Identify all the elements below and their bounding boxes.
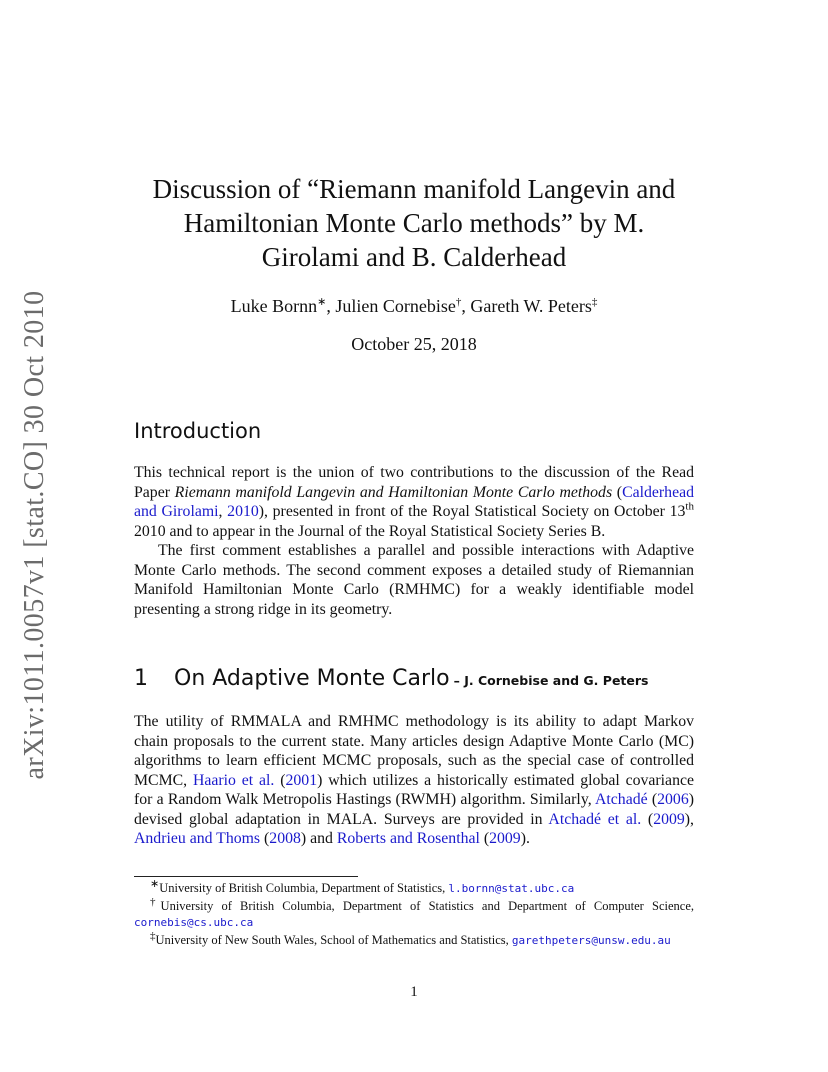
citation-link[interactable]: Roberts and Rosenthal xyxy=(336,830,480,847)
paper-title xyxy=(120,172,708,274)
intro-paragraph-2: The first comment establishes a parallel and possible interactions with Adaptive Monte Carlo methods. The second comment exposes a detailed study of Riemannian Manifold Hamiltonian Monte Carlo (RMHMC) for a weakly identifiable model presenting a strong ridge in its geometry. xyxy=(134,542,694,618)
citation-year-link[interactable]: 2006 xyxy=(657,791,689,808)
citation-link[interactable]: Atchadé et al. xyxy=(548,810,642,828)
page-number: 1 xyxy=(410,984,418,1000)
footnote-divider xyxy=(134,876,358,877)
intro-body xyxy=(134,463,694,619)
intro-paragraph-1: This technical report is the union of two contributions to the discussion of the Read Paper Riemann manifold Langevin and Hamiltonian Monte Carlo methods (Calderhead and Girolami, 2010), presented in front of the Royal Statistical Society on October 13th 2010 and to appear in the Journal of the Royal Statistical Society Series B. xyxy=(134,464,694,540)
footnote-marker[interactable]: ∗ xyxy=(317,296,327,308)
email-link[interactable]: cornebis@cs.ubc.ca xyxy=(134,916,254,929)
citation-link[interactable]: Haario et al. xyxy=(192,771,275,789)
section-authors: – J. Cornebise and G. Peters xyxy=(453,673,649,688)
title-line: Hamiltonian Monte Carlo methods” by M. xyxy=(183,208,645,238)
citation-link[interactable]: Calderhead and Girolami xyxy=(134,483,694,520)
citation-year-link[interactable]: 2010 xyxy=(227,503,259,520)
footnote-marker[interactable]: † xyxy=(455,296,462,308)
footnote-1: ∗University of British Columbia, Department of Statistics, l.bornn@stat.ubc.ca xyxy=(150,877,575,895)
footnote-marker[interactable]: ‡ xyxy=(591,296,598,308)
section-heading xyxy=(134,666,648,691)
citation-link[interactable]: Atchadé xyxy=(595,791,648,808)
citation-year-link[interactable]: 2009 xyxy=(653,810,685,828)
email-link[interactable]: garethpeters@unsw.edu.au xyxy=(511,933,671,947)
intro-heading: Introduction xyxy=(134,419,262,443)
section-title: On Adaptive Monte Carlo xyxy=(174,666,450,691)
author-list: Luke Bornn∗, Julien Cornebise†, Gareth W. Peters‡ xyxy=(230,296,598,316)
author-name: Julien Cornebise xyxy=(335,296,456,316)
citation-year-link[interactable]: 2009 xyxy=(489,830,521,847)
email-link[interactable]: l.bornn@stat.ubc.ca xyxy=(448,882,575,895)
author-name: Luke Bornn xyxy=(230,296,318,316)
footnote-2: †University of British Columbia, Department of Statistics and Department of Computer Science, cornebis@cs.ubc.ca xyxy=(134,895,695,929)
section1-body xyxy=(134,712,694,849)
citation-link[interactable]: Andrieu and Thoms xyxy=(134,830,261,847)
paper-date: October 25, 2018 xyxy=(351,334,477,354)
footnotes xyxy=(134,877,695,949)
footnote-3: ‡University of New South Wales, School of Mathematics and Statistics, garethpeters@unsw.edu.au xyxy=(150,929,671,947)
title-line: Girolami and B. Calderhead xyxy=(261,242,567,272)
author-name: Gareth W. Peters xyxy=(470,296,592,316)
citation-year-link[interactable]: 2001 xyxy=(285,771,318,789)
paper-title-italic: Riemann manifold Langevin and Hamiltonian Monte Carlo methods xyxy=(174,483,613,501)
section1-paragraph: The utility of RMMALA and RMHMC methodology is its ability to adapt Markov chain proposals to the current state. Many articles design Adaptive Monte Carlo (MC) algorithms to learn efficient MCMC proposals, such as the special case of controlled MCMC, Haario et al. (2001) which utilizes a historically estimated global covariance for a Random Walk Metropolis Hastings (RWMH) algorithm. Similarly, Atchadé (2006) devised global adaptation in MALA. Surveys are provided in Atchadé et al. (2009), Andrieu and Thoms (2008) and Roberts and Rosenthal (2009). xyxy=(134,713,695,847)
citation-year-link[interactable]: 2008 xyxy=(269,830,301,847)
title-line: Discussion of “Riemann manifold Langevin and xyxy=(152,174,676,204)
section-number: 1 xyxy=(134,666,148,691)
arxiv-stamp: arXiv:1011.0057v1 [stat.CO] 30 Oct 2010 xyxy=(19,290,50,780)
